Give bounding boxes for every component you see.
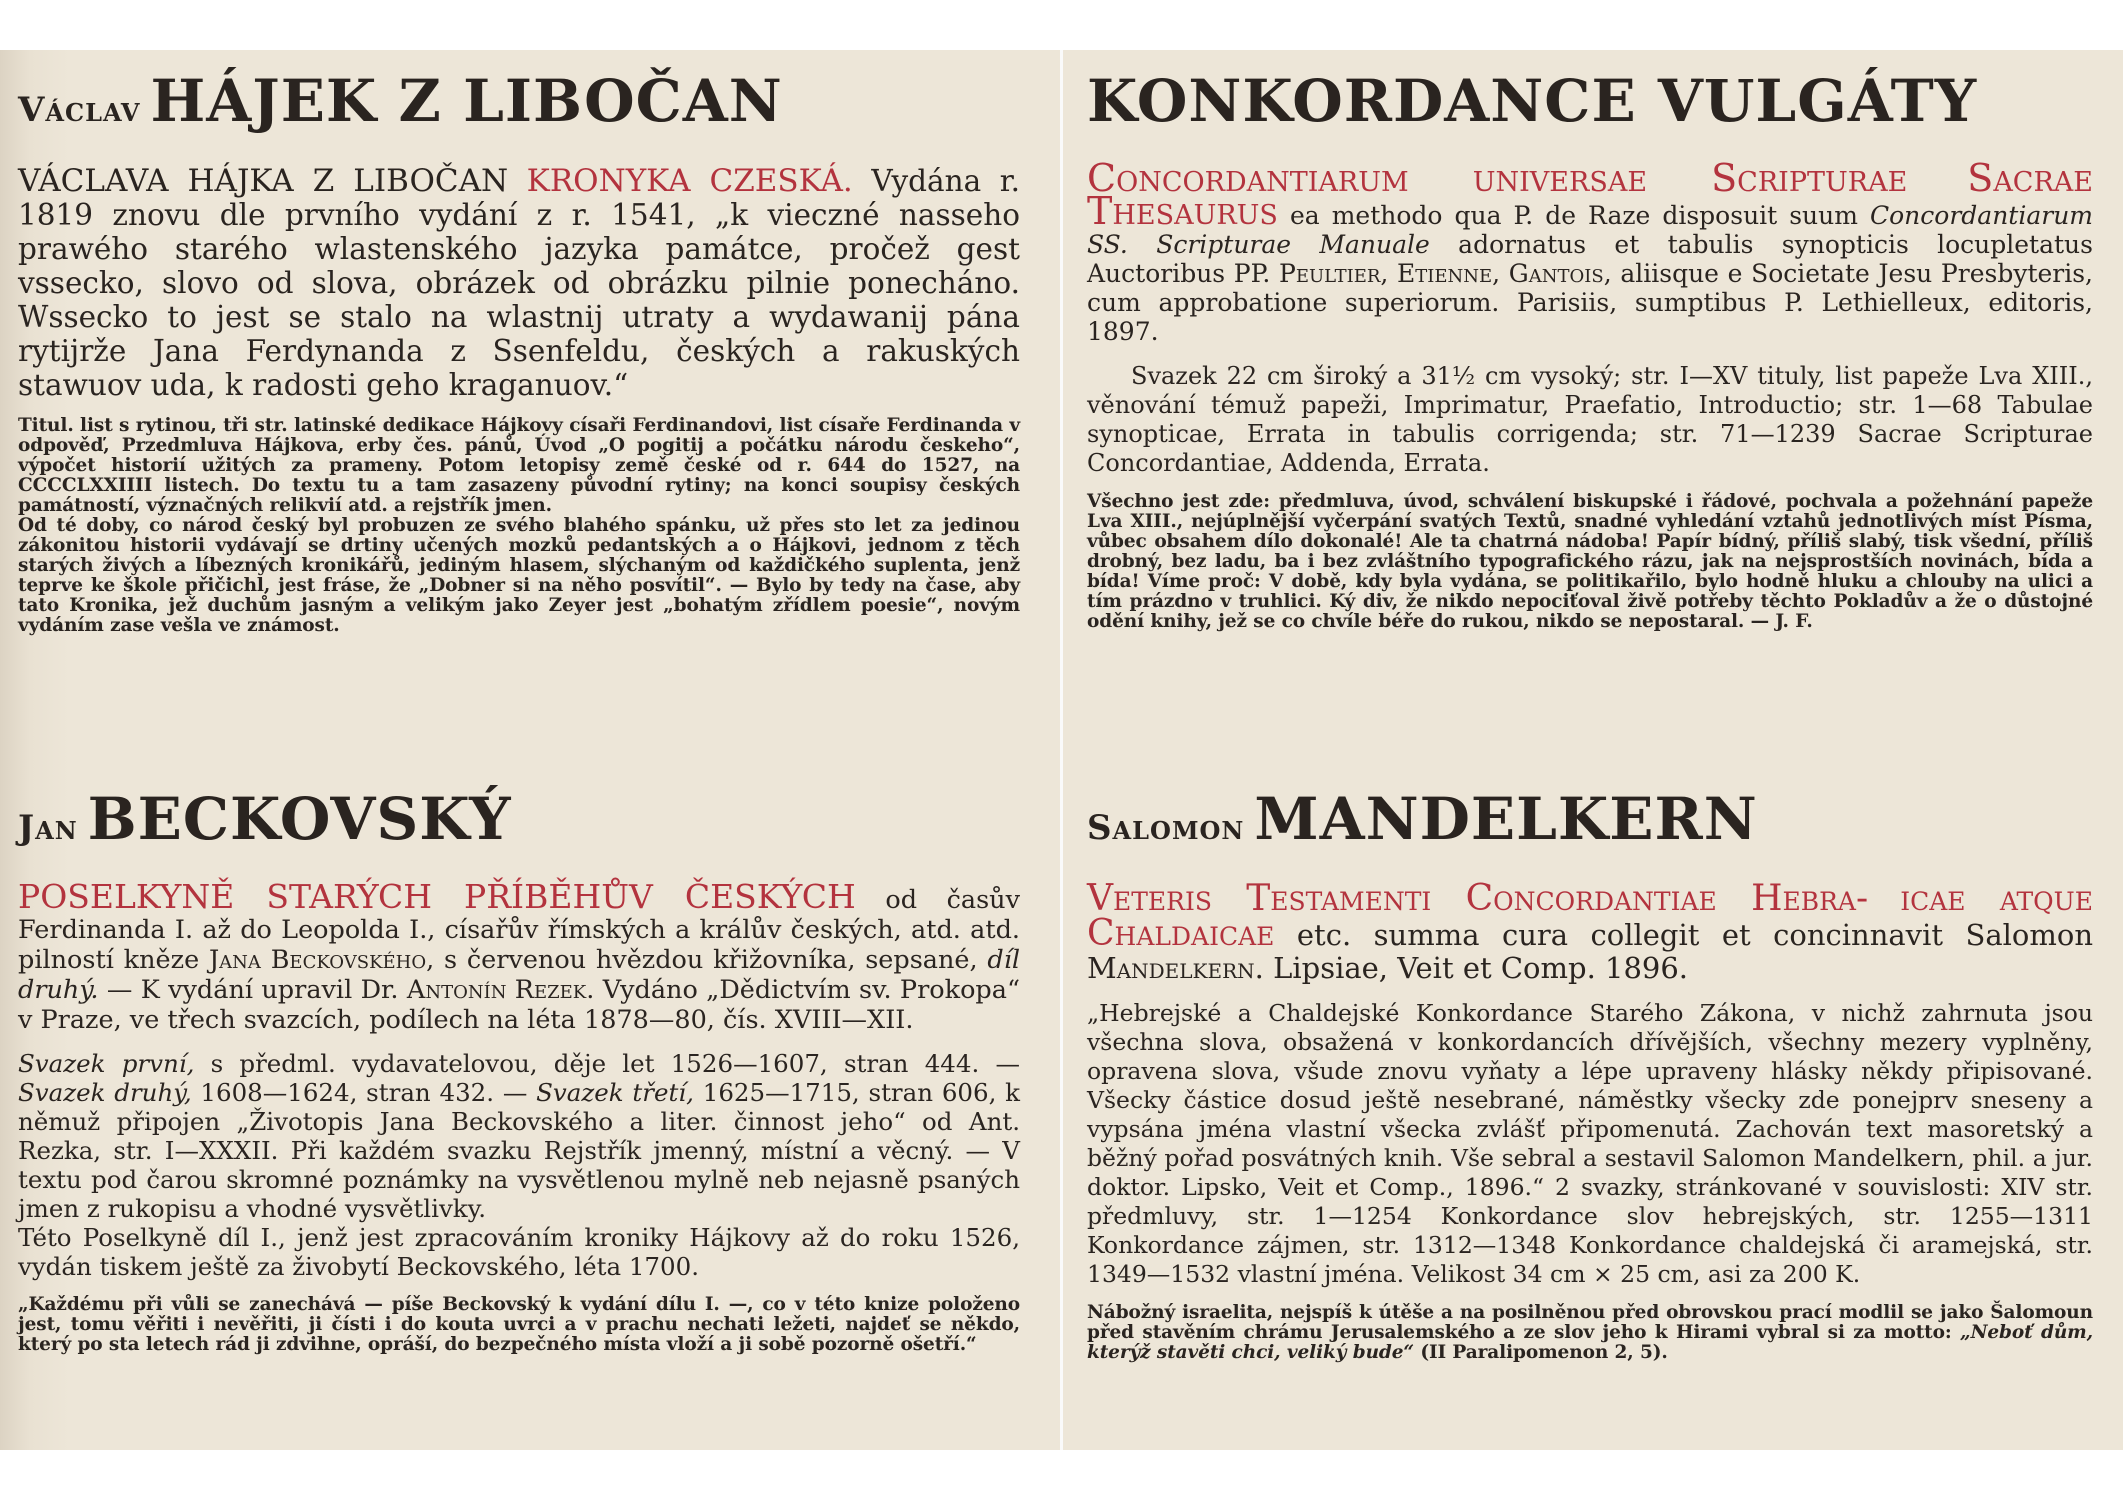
note-paragraph: Titul. list s rytinou, tři str. latinské dedikace Hájkovy císaři Ferdinandovi, list císaře Ferdinanda v odpověď, Przedmluva Hájkova, erby čes. pánů, Úvod „O pogitij a počátku národu českeho“, výpočet historií užitých za prameny. Potom letopisy země české od r. 644 do 1527, na CCCCLXXIIII listech. Do textu tu a tam zasazeny původní rytiny; na konci soupisy českých památností, význačných relikvií atd. a rejstřík jmen. xyxy=(18,415,1020,516)
lead-italic: díl druhý. xyxy=(18,945,1021,1005)
lead-author: Jana Beckovského xyxy=(208,945,427,975)
author-first-name: Salomon xyxy=(1087,808,1245,848)
body-block xyxy=(18,1049,1020,1281)
entry-heading xyxy=(18,67,1020,135)
body-paragraph: Svazek 22 cm široký a 31½ cm vysoký; str. I—XV tituly, list papeže Lva XIII., věnování témuž papeži, Imprimatur, Praefatio, Introductio; str. 1—68 Tabulae synopticae, Errata in tabulis corrigenda; str. 71—1239 Sacrae Scripturae Concordantiae, Addenda, Errata. xyxy=(1087,362,2093,477)
entry-hajek xyxy=(18,67,1020,636)
lead-text: adornatus et tabulis synopticis locupletatus Auctoribus PP. xyxy=(1087,230,2093,288)
note-paragraph: „Každému při vůli se zanechává — píše Beckovský k vydání dílu I. —, co v této knize položeno jest, tomu věřiti i nevěřiti, ji čísti i do kouta uvrci a v prachu nechati ležeti, najdeť se někdo, který po sta letech rád ji zdvihne, opráší, do bezpečného místa vloží a ji sobě pozorně ošetří.“ xyxy=(18,1294,1020,1355)
entry-mandelkern xyxy=(1087,785,2093,1363)
book-title: icae atque Chaldaicae xyxy=(1087,878,2093,954)
author-last-name: HÁJEK Z LIBOČAN xyxy=(150,67,783,135)
lead-text: Vydána r. 1819 znovu dle prvního vydání z r. 1541, „k vieczné nasseho prawého starého wlastenského jazyka památce, pročež gest vssecko, slovo od slova, obrázek od obrázku pilnie ponecháno. Wssecko to jest se stalo na wlastnij utraty a wydawanij pána rytijrže Jana Ferdynanda z Ssenfeldu, českých a rakuských stawuov uda, k radosti geho kraganuov.“ xyxy=(18,164,1020,402)
body-paragraph: Této Poselkyně díl I., jenž jest zpracováním kroniky Hájkovy až do roku 1526, vydán tiskem ještě za živobytí Beckovského, léta 1700. xyxy=(18,1223,1020,1281)
author-last-name: BECKOVSKÝ xyxy=(87,785,512,853)
lead-paragraph xyxy=(1087,156,2094,346)
note-block xyxy=(1087,1303,2093,1363)
volume-label: Svazek první, xyxy=(18,1049,195,1078)
entry-title: KONKORDANCE VULGÁTY xyxy=(1087,67,1978,135)
lead-text: ea methodo qua P. de Raze disposuit suum xyxy=(1289,201,1858,230)
author-first-name: Václav xyxy=(18,90,141,130)
body-paragraph xyxy=(18,1049,1020,1223)
volume-text: s předml. vydavatelovou, děje let 1526—1607, stran 444. — xyxy=(210,1049,1020,1078)
note-block xyxy=(18,1295,1020,1355)
author-first-name: Jan xyxy=(18,808,78,848)
note-italic: „Neboť dům, kterýž stavěti chci, veliký bude“ xyxy=(1087,1322,2093,1363)
book-title: Concordantiarum universae Scripturae xyxy=(1087,156,1908,200)
author-last-name: MANDELKERN xyxy=(1254,785,1758,853)
lead-text: Vydáno „Dědictvím sv. Prokopa“ v Praze, ve třech svazcích, podílech na léta 1878—80, čís. XVIII—XII. xyxy=(18,975,1020,1035)
lead-text: aliisque e Societate Jesu Presbyteris, cum approbatione superiorum. Parisiis, sumptibus P. Lethielleux, editoris, 1897. xyxy=(1087,259,2094,346)
entry-konkordance xyxy=(1087,67,2094,632)
entry-beckovsky xyxy=(18,785,1021,1355)
lead-text: Lipsiae, Veit et Comp. 1896. xyxy=(1273,951,1689,985)
entry-heading xyxy=(1087,67,2093,135)
volume-text: 1608—1624, stran 432. — xyxy=(200,1078,528,1107)
volume-label: Svazek třetí, xyxy=(536,1078,694,1107)
note-text: Nábožný israelita, nejspíš k útěše a na posilněnou před obrovskou prací modlil se jako Šalomoun před stavěním chrámu Jerusalemského a ze slov jeho k Hirami vybral si za motto: xyxy=(1087,1302,2093,1343)
book-title: Sacrae Thesaurus xyxy=(1087,156,2094,233)
body-block xyxy=(1087,999,2093,1289)
entry-heading xyxy=(1087,785,2093,853)
book-title: KRONYKA CZESKÁ. xyxy=(526,163,853,199)
book-title: POSELKYNĚ STARÝCH PŘÍBĚHŮV ČESKÝCH xyxy=(18,877,856,916)
lead-authors: Peultier, Etienne, Gantois, xyxy=(1279,259,1612,288)
lead-editor: Antonín Rezek. xyxy=(406,975,595,1005)
lead-text: , s červenou hvězdou křižovníka, sepsané, xyxy=(426,945,978,975)
lead-italic: Concordantiarum SS. Scripturae Manuale xyxy=(1087,201,2093,259)
note-paragraph: Všechno jest zde: předmluva, úvod, schválení biskupské i řádové, pochvala a požehnání papeže Lva XIII., nejúplnější vyčerpání svatých Textů, snadné vyhledání vztahů jednotlivých míst Písma, vůbec obsahem dílo dokonalé! Ale ta chatrná nádoba! Papír bídný, příliš slabý, tisk všední, příliš drobný, bez ladu, ba i bez zvláštního typografického rázu, jak na nejsprostších novinách, bída a bída! Víme proč: V době, kdy byla vydána, se politikařilo, bylo hodně hluku a chlouby na ulici a tím prázdno v truhlici. Ký div, že nikdo nepociťoval živě potřeby těchto Pokladův a že o důstojné odění knihy, jež se co chvíle béře do rukou, nikdo se nepostaral. — J. F. xyxy=(1087,491,2093,632)
note-text: (II Paralipomenon 2, 5). xyxy=(1420,1342,1668,1363)
body-block xyxy=(1087,362,2093,478)
note-block xyxy=(18,416,1020,636)
lead-text: — K vydání upravil Dr. xyxy=(106,975,399,1005)
lead-text: od časův Ferdinanda I. až do Leopolda I., císařův římských a králův českých, atd. atd. pilností kněze xyxy=(18,885,1020,975)
entry-heading xyxy=(18,785,1020,853)
lead-author: Mandelkern. xyxy=(1087,951,1264,985)
note-paragraph xyxy=(1087,1303,2093,1363)
volume-text: 1625—1715, stran 606, k němuž připojen „Životopis Jana Beckovského a liter. činnost jeho“ od Ant. Rezka, str. I—XXXII. Při každém svazku Rejstřík jmenný, místní a věcný. — V textu pod čarou skromné poznámky na vysvětlenou mylně neb nejasně psaných jmen z rukopisu a vhodné vysvětlivky. xyxy=(18,1078,1020,1223)
book-title: Veteris Testamenti Concordantiae Hebra- xyxy=(1087,878,1869,919)
volume-label: Svazek druhý, xyxy=(18,1078,192,1107)
note-paragraph: Od té doby, co národ český byl probuzen ze svého blahého spánku, už přes sto let za jedinou zákonitou historii vydávají se drtiny učených mozků pedantských a o Hájkovi, jednom z těch starých živých a líbezných kronikářů, jediným hlasem, slýchaným od každičkého suplenta, jenž teprve ke škole přičichl, jest fráse, že „Dobner si na něho posvítil“. — Bylo by tedy na čase, aby tato Kronika, jež duchům jasným a velikým jako Zeyer jest „bohatým zřídlem poesie“, novým vydáním zase vešla ve známost. xyxy=(18,515,1020,636)
left-page xyxy=(0,50,1060,1450)
lead-paragraph xyxy=(18,877,1021,1035)
lead-paragraph xyxy=(1087,878,2093,985)
right-page xyxy=(1063,50,2123,1450)
lead-author: VÁCLAVA HÁJKA Z LIBOČAN xyxy=(18,163,509,199)
lead-text: etc. summa cura collegit et concinnavit Salomon xyxy=(1296,918,2093,952)
lead-paragraph xyxy=(18,164,1020,402)
body-paragraph: „Hebrejské a Chaldejské Konkordance Starého Zákona, v nichž zahrnuta jsou všechna slova, obsažená v konkordancích dřívějších, všechny mezery vyplněny, opravena slova, všude znovu vyňaty a lépe upraveny hlásky někdy připisované. Všecky částice dosud ještě nesebrané, náměstky všecky zde ponejprv sneseny a vypsána jména vlastní všecka zvlášť připomenutá. Zachován text masoretský a běžný pořad posvátných knih. Vše sebral a sestavil Salomon Mandelkern, phil. a jur. doktor. Lipsko, Veit et Comp., 1896.“ 2 svazky, stránkované v souvislosti: XIV str. předmluvy, str. 1—1254 Konkordance slov hebrejských, str. 1255—1311 Konkordance zájmen, str. 1312—1348 Konkordance chaldejská či aramejská, str. 1349—1532 vlastní jména. Velikost 34 cm × 25 cm, asi za 200 K. xyxy=(1087,999,2093,1288)
note-block xyxy=(1087,492,2093,632)
